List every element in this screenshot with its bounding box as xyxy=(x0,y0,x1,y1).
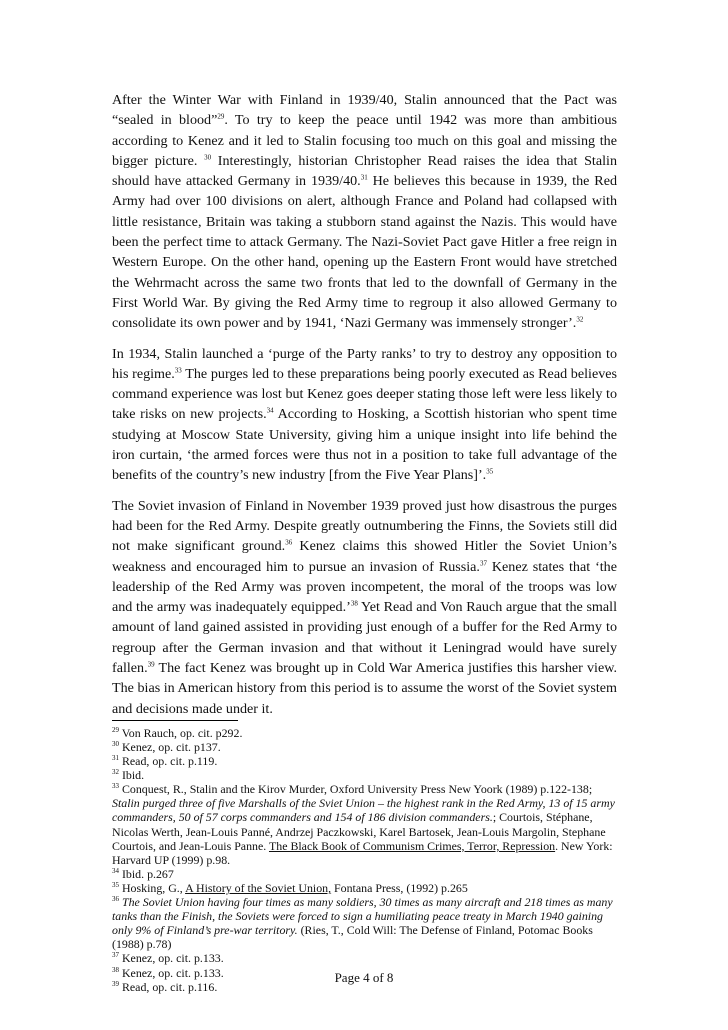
text-run: Interestingly, historian Christopher Read raises the idea that Stalin should have attacked Germany in 1939/40. xyxy=(112,152,617,190)
body-paragraph xyxy=(112,496,617,719)
footnote xyxy=(112,740,617,754)
text-run: Yet Read and Von Rauch argue that the small amount of land gained assisted in providing just enough of a buffer for the Red Army to regroup after the German invasion and that without it Leningrad would have surely fallen. xyxy=(112,599,617,677)
footnote-ref: 34 xyxy=(266,406,274,415)
text-run: The purges led to these preparations being poorly executed as Read believes command experience was lost but Kenez goes deeper stating those left were less likely to take risks on new projects. xyxy=(112,365,617,423)
italic-text: The Soviet Union having four times as many soldiers, 30 times as many aircraft and 218 times as many tanks than the Finish, the Soviets were forced to sign a humiliating peace treaty in March 1940 gaining only 9% of Finland’s pre-war territory. xyxy=(112,895,613,938)
footnote-ref: 39 xyxy=(112,979,119,988)
footnote xyxy=(112,895,617,951)
text-run: He believes this because in 1939, the Red Army had over 100 divisions on alert, although France and Poland had collapsed with little resistance, Britain was taking a stubborn stand against the Nazis. This would have been the perfect time to attack Germany. The Nazi-Soviet Pact gave Hitler a free reign in Western Europe. On the other hand, opening up the Eastern Front would have stretched the Wehrmacht across the same two fronts that led to the downfall of Germany in the First World War. By giving the Red Army time to regroup it also allowed Germany to consolidate its own power and by 1941, ‘Nazi Germany was immensely stronger’. xyxy=(112,173,617,332)
footnote-ref: 38 xyxy=(112,965,119,974)
text-run: After the Winter War with Finland in 1939/40, Stalin announced that the Pact was “sealed in blood” xyxy=(112,92,617,129)
footnote-ref: 36 xyxy=(112,895,119,904)
text-run: Fontana Press, (1992) p.265 xyxy=(331,880,468,895)
italic-text: Stalin purged three of five Marshalls of the Sviet Union – the highest rank in the Red Army, 13 of 15 army commanders, 50 of 57 corps commanders and 154 of 186 division commanders. xyxy=(112,796,615,825)
footnote-ref: 31 xyxy=(360,173,368,182)
footnote-ref: 38 xyxy=(350,599,358,608)
footnote-ref: 34 xyxy=(112,866,119,875)
text-run: Conquest, R., Stalin and the Kirov Murder, Oxford University Press New Yoork (1989) p.122-138; xyxy=(119,782,593,797)
text-run: . To try to keep the peace until 1942 was more than ambitious according to Kenez and it led to Stalin focusing too much on this goal and missing the bigger picture. xyxy=(112,112,618,169)
footnote-ref: 29 xyxy=(217,112,225,121)
footnote-ref: 36 xyxy=(285,538,293,547)
footnote-separator xyxy=(112,720,238,721)
text-run: (Ries, T., Cold Will: The Defense of Finland, Potomac Books (1988) p.78) xyxy=(112,923,593,952)
text-run: The Soviet invasion of Finland in November 1939 proved just how disastrous the purges had been for the Red Army. Despite greatly outnumbering the Finns, the Soviets still did not make significant ground. xyxy=(112,497,617,555)
footnote xyxy=(112,754,617,768)
text-run: Kenez, op. cit. p.133. xyxy=(119,951,224,966)
footnote xyxy=(112,726,617,740)
text-run: In 1934, Stalin launched a ‘purge of the Party ranks’ to try to destroy any opposition to his regime. xyxy=(112,345,617,382)
footnote xyxy=(112,782,617,867)
footnote xyxy=(112,881,617,895)
footnote-ref: 35 xyxy=(486,467,494,476)
underlined-title: The Black Book of Communism Crimes, Terror, Repression xyxy=(268,838,556,853)
body-text xyxy=(112,90,617,719)
text-run: Read, op. cit. p.116. xyxy=(119,979,218,994)
text-run: . New York: Harvard UP (1999) p.98. xyxy=(112,838,613,867)
text-run: Kenez, op. cit. p137. xyxy=(119,740,221,754)
text-run: The fact Kenez was brought up in Cold War America justifies this harsher view. The bias in American history from this period is to assume the worst of the Soviet system and decisions made under it. xyxy=(112,660,617,717)
footnote-ref: 32 xyxy=(576,315,584,324)
document-page xyxy=(112,90,617,994)
footnote-ref: 30 xyxy=(112,740,119,749)
text-run: Kenez claims this showed Hitler the Soviet Union’s weakness and encouraged him to pursue an invasion of Russia. xyxy=(112,538,618,575)
footnote-ref: 30 xyxy=(204,153,212,162)
text-run: Read, op. cit. p.119. xyxy=(119,754,218,769)
text-run: ; Courtois, Stéphane, Nicolas Werth, Jean-Louis Panné, Andrzej Paczkowski, Karel Bartosek, Jean-Louis Margolin, Stephane Courtois, and Jean-Louis Panne. xyxy=(112,810,606,853)
body-paragraph xyxy=(112,90,617,334)
page-footer xyxy=(0,970,728,986)
text-run: Ibid. xyxy=(119,768,145,783)
footnote-ref: 35 xyxy=(112,880,119,889)
text-run: According to Hosking, a Scottish historian who spent time studying at Moscow State University, giving him a unique insight into life behind the iron curtain, ‘the armed forces were thus not in a position to take full advantage of the benefits of the country’s new industry [from the Five Year Plans]’. xyxy=(112,406,618,484)
footnote-ref: 33 xyxy=(174,366,182,375)
body-paragraph xyxy=(112,344,617,486)
text-run: Von Rauch, op. cit. p292. xyxy=(119,725,243,740)
footnote-ref: 33 xyxy=(112,782,119,791)
page-number: Page 4 of 8 xyxy=(334,970,394,985)
footnote xyxy=(112,867,617,881)
underlined-title: A History of the Soviet Union, xyxy=(185,880,332,895)
footnotes xyxy=(112,726,617,994)
footnote xyxy=(112,951,617,965)
text-run: Kenez states that ‘the leadership of the Red Army was proven incompetent, the moral of the troops was low and the army was inadequately equipped.’ xyxy=(112,558,617,616)
footnote-ref: 29 xyxy=(112,725,119,734)
footnote-ref: 39 xyxy=(147,660,155,669)
text-run: Ibid. p.267 xyxy=(119,866,174,881)
footnote-ref: 31 xyxy=(112,754,119,763)
footnote-ref: 37 xyxy=(112,951,119,960)
footnote xyxy=(112,768,617,782)
footnote-ref: 37 xyxy=(479,558,487,567)
text-run: Kenez, op. cit. p.133. xyxy=(119,965,224,980)
text-run: Hosking, G., xyxy=(119,880,186,895)
footnote-ref: 32 xyxy=(112,768,119,777)
